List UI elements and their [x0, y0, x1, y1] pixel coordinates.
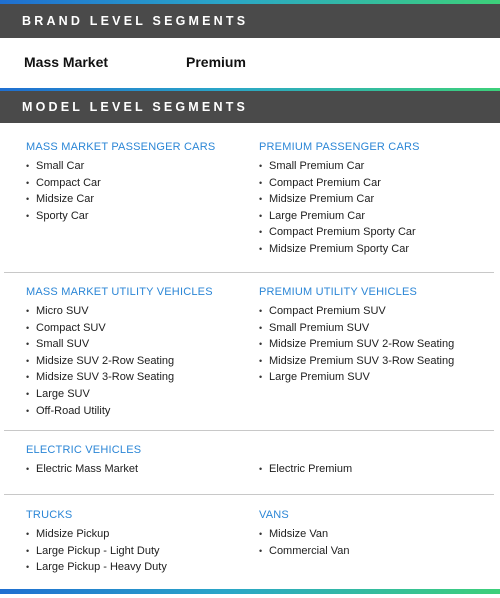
list-item: • Sporty Car: [26, 208, 246, 225]
list-item: • Large SUV: [26, 386, 246, 403]
list-item: • Midsize Premium SUV 2-Row Seating: [259, 336, 494, 353]
col-electric-premium: [259, 442, 494, 478]
category-title: PREMIUM UTILITY VEHICLES: [259, 286, 418, 298]
list-item: • Commercial Van: [259, 543, 494, 560]
category-title: ELECTRIC VEHICLES: [26, 444, 142, 456]
brand-level-title: BRAND LEVEL SEGMENTS: [22, 14, 249, 28]
list-item: • Midsize SUV 2-Row Seating: [26, 353, 246, 370]
list-item: • Large Pickup - Heavy Duty: [26, 559, 246, 576]
section-divider: [4, 494, 494, 495]
list-item: • Small Premium Car: [259, 158, 494, 175]
model-level-title: MODEL LEVEL SEGMENTS: [22, 100, 249, 114]
list-item: • Midsize SUV 3-Row Seating: [26, 369, 246, 386]
brand-level-row: [0, 38, 500, 88]
list-item: • Midsize Van: [259, 526, 494, 543]
list-item: • Large Pickup - Light Duty: [26, 543, 246, 560]
brand-level-header: [0, 4, 500, 38]
col-trucks: [26, 507, 246, 576]
col-mass-market-utility-vehicles: [26, 284, 246, 419]
category-title: VANS: [259, 509, 289, 521]
list-item: • Compact Car: [26, 175, 246, 192]
list-item: • Midsize Premium Sporty Car: [259, 241, 494, 258]
section-divider: [4, 430, 494, 431]
model-level-header: [0, 91, 500, 123]
list-item: • Midsize Premium Car: [259, 191, 494, 208]
category-title: [259, 442, 494, 458]
category-title: PREMIUM PASSENGER CARS: [259, 141, 420, 153]
list-item: • Large Premium Car: [259, 208, 494, 225]
col-vans: [259, 507, 494, 559]
list-item: • Midsize Pickup: [26, 526, 246, 543]
brand-item-mass-market: Mass Market: [24, 54, 109, 70]
list-item: • Midsize Car: [26, 191, 246, 208]
category-list: [26, 158, 246, 224]
list-item: • Small Premium SUV: [259, 320, 494, 337]
list-item: • Midsize Premium SUV 3-Row Seating: [259, 353, 494, 370]
brand-item-premium: Premium: [186, 54, 246, 70]
category-list: [259, 158, 494, 258]
col-electric-mass-market: [26, 442, 246, 478]
list-item: • Compact Premium Sporty Car: [259, 224, 494, 241]
category-title: MASS MARKET PASSENGER CARS: [26, 141, 216, 153]
list-item: • Off-Road Utility: [26, 403, 246, 420]
category-list: [26, 461, 246, 478]
category-list: [259, 303, 494, 386]
list-item: • Large Premium SUV: [259, 369, 494, 386]
list-item: • Compact Premium Car: [259, 175, 494, 192]
category-list: [26, 526, 246, 576]
bottom-gradient-bar: [0, 589, 500, 594]
category-title: TRUCKS: [26, 509, 73, 521]
category-list: [259, 526, 494, 559]
list-item: • Electric Mass Market: [26, 461, 246, 478]
col-premium-passenger-cars: [259, 139, 494, 258]
category-list: [26, 303, 246, 419]
section-divider: [4, 272, 494, 273]
list-item: • Small Car: [26, 158, 246, 175]
col-premium-utility-vehicles: [259, 284, 494, 386]
list-item: • Compact SUV: [26, 320, 246, 337]
list-item: • Electric Premium: [259, 461, 494, 478]
list-item: • Micro SUV: [26, 303, 246, 320]
list-item: • Compact Premium SUV: [259, 303, 494, 320]
list-item: • Small SUV: [26, 336, 246, 353]
category-title: MASS MARKET UTILITY VEHICLES: [26, 286, 213, 298]
col-mass-market-passenger-cars: [26, 139, 246, 224]
category-list: [259, 461, 494, 478]
